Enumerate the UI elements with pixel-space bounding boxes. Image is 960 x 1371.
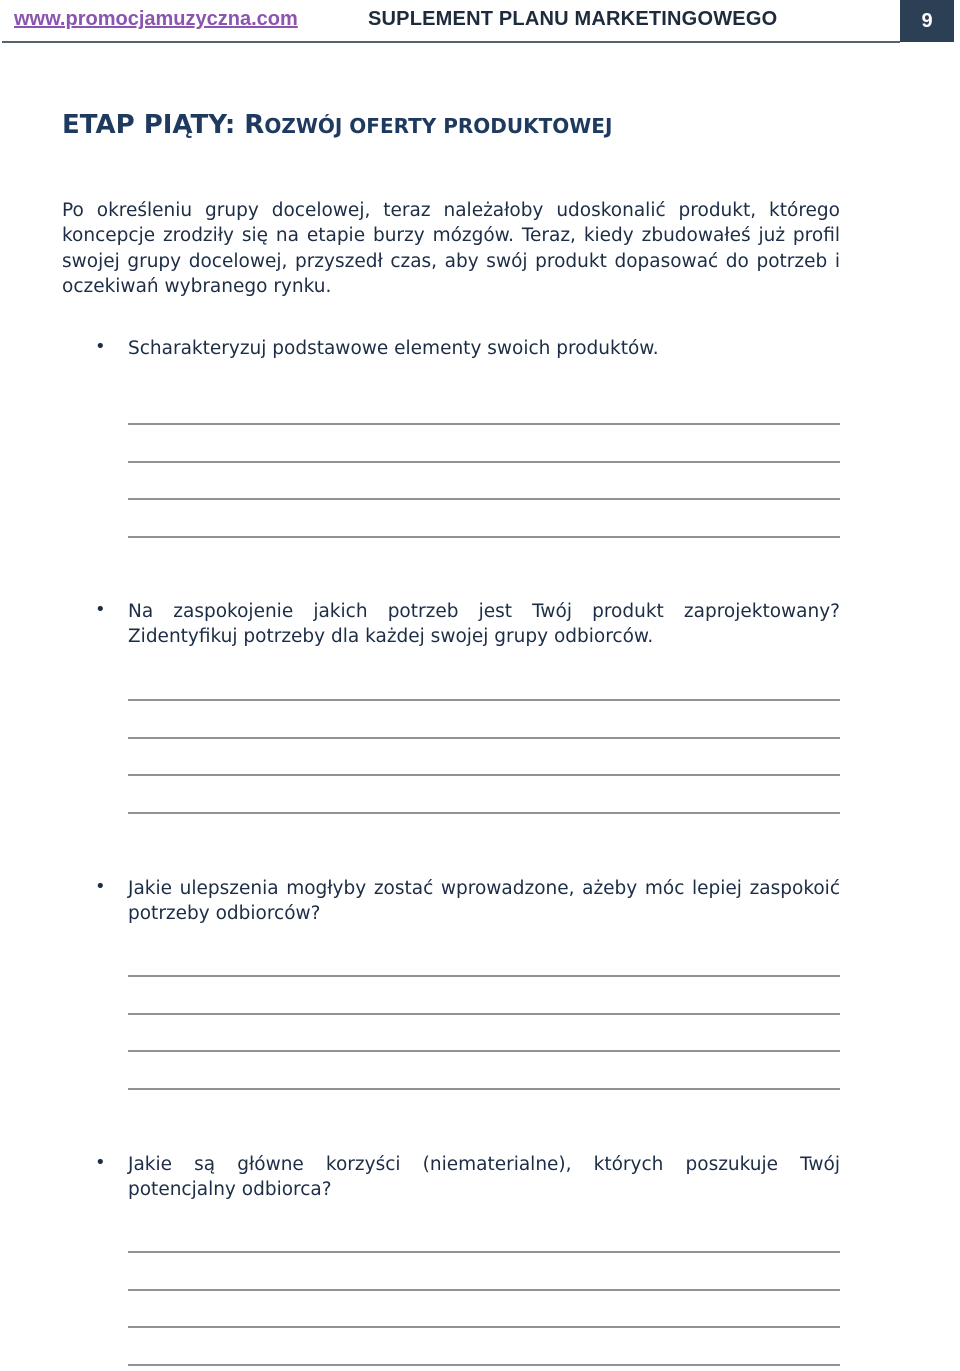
intro-paragraph: Po określeniu grupy docelowej, teraz należałoby udoskonalić produkt, którego koncepcje zrodziły się na etapie burzy mózgów. Teraz, kiedy zbudowałeś już profil swojej grupy docelowej, przyszedł czas, aby swój produkt dopasować do potrzeb i oczekiwań wybranego rynku. [62, 200, 840, 298]
answer-line[interactable] [128, 812, 840, 814]
section-title-smallcaps: OZWÓJ OFERTY PRODUKTOWEJ [264, 114, 613, 138]
question-3: Jakie ulepszenia mogłyby zostać wprowadzone, ażeby móc lepiej zaspokoić potrzeby odbiorców? [128, 878, 840, 925]
answer-line[interactable] [128, 699, 840, 701]
answer-line[interactable] [128, 774, 840, 776]
answer-line[interactable] [128, 1088, 840, 1090]
bullet-1: • [95, 336, 106, 357]
answer-line[interactable] [128, 1251, 840, 1253]
question-1: Scharakteryzuj podstawowe elementy swoich produktów. [128, 338, 659, 359]
answer-line[interactable] [128, 975, 840, 977]
answer-line[interactable] [128, 1326, 840, 1328]
section-title [62, 110, 612, 140]
website-link[interactable]: www.promocjamuzyczna.com [14, 8, 298, 30]
bullet-3: • [95, 876, 106, 897]
answer-line[interactable] [128, 461, 840, 463]
page-header [0, 0, 960, 44]
bullet-2: • [95, 599, 106, 620]
header-title: SUPLEMENT PLANU MARKETINGOWEGO [368, 8, 778, 30]
section-title-main: ETAP PIĄTY: R [62, 110, 265, 140]
question-4: Jakie są główne korzyści (niematerialne), których poszukuje Twój potencjalny odbiorca? [128, 1154, 840, 1201]
answer-line[interactable] [128, 737, 840, 739]
question-2: Na zaspokojenie jakich potrzeb jest Twój produkt zaprojektowany? Zidentyfikuj potrzeby dla każdej swojej grupy odbiorców. [128, 601, 840, 648]
answer-line[interactable] [128, 1364, 840, 1366]
bullet-4: • [95, 1152, 106, 1173]
answer-line[interactable] [128, 423, 840, 425]
answer-line[interactable] [128, 536, 840, 538]
answer-line[interactable] [128, 498, 840, 500]
answer-line[interactable] [128, 1013, 840, 1015]
page-number-badge: 9 [900, 0, 954, 42]
header-divider [2, 41, 900, 43]
answer-line[interactable] [128, 1289, 840, 1291]
answer-line[interactable] [128, 1050, 840, 1052]
